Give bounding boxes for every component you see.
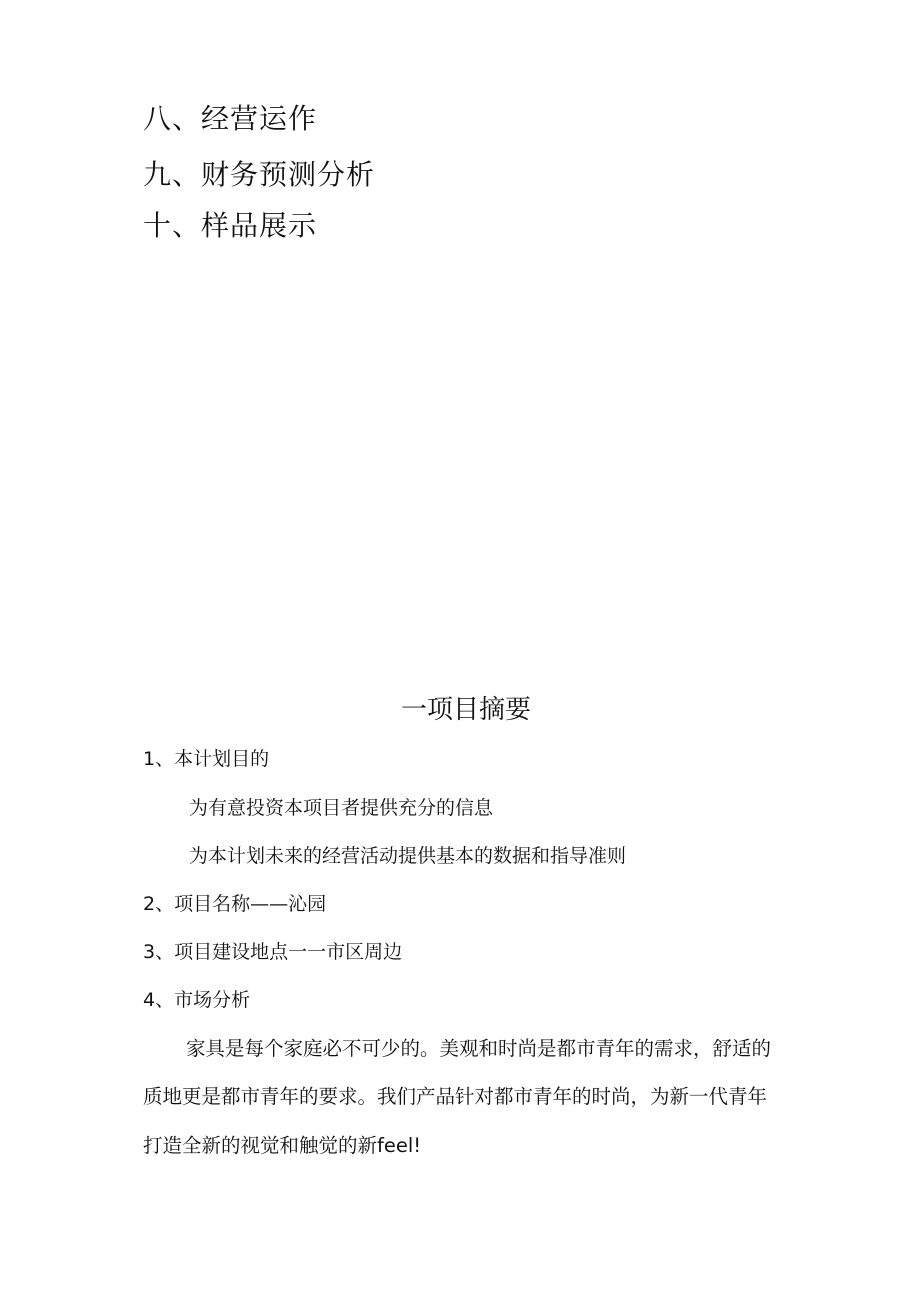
item-project-location [143, 939, 402, 965]
item-label: 项目名称——沁园 [174, 893, 327, 915]
item-number: 1、 [143, 748, 175, 770]
toc-item-financial-forecast: 九、财务预测分析 [143, 158, 376, 191]
item-number: 3、 [143, 941, 175, 963]
market-analysis-paragraph-line-3 [143, 1133, 793, 1159]
paragraph-text: 打造全新的视觉和触觉的新 [143, 1134, 378, 1157]
item-market-analysis-heading [143, 987, 250, 1013]
section-title-project-summary: 一项目摘要 [400, 695, 531, 725]
plan-purpose-point-investors: 为有意投资本项目者提供充分的信息 [189, 797, 494, 819]
item-project-name [143, 891, 326, 917]
market-analysis-paragraph-line-2: 质地更是都市青年的要求。我们产品针对都市青年的时尚，为新一代青年 [143, 1085, 768, 1108]
market-analysis-paragraph-line-1: 家具是每个家庭必不可少的。美观和时尚是都市青年的需求，舒适的 [186, 1037, 772, 1060]
item-label: 本计划目的 [174, 748, 270, 770]
toc-item-operations: 八、经营运作 [143, 102, 318, 135]
item-plan-purpose-heading [143, 746, 269, 772]
item-label: 市场分析 [174, 989, 251, 1011]
item-label: 项目建设地点一一市区周边 [174, 941, 403, 963]
plan-purpose-point-operations: 为本计划未来的经营活动提供基本的数据和指导准则 [189, 845, 627, 867]
paragraph-tail-latin: feel! [377, 1134, 422, 1157]
toc-item-sample-display: 十、样品展示 [143, 209, 318, 242]
item-number: 4、 [143, 989, 175, 1011]
item-number: 2、 [143, 893, 175, 915]
